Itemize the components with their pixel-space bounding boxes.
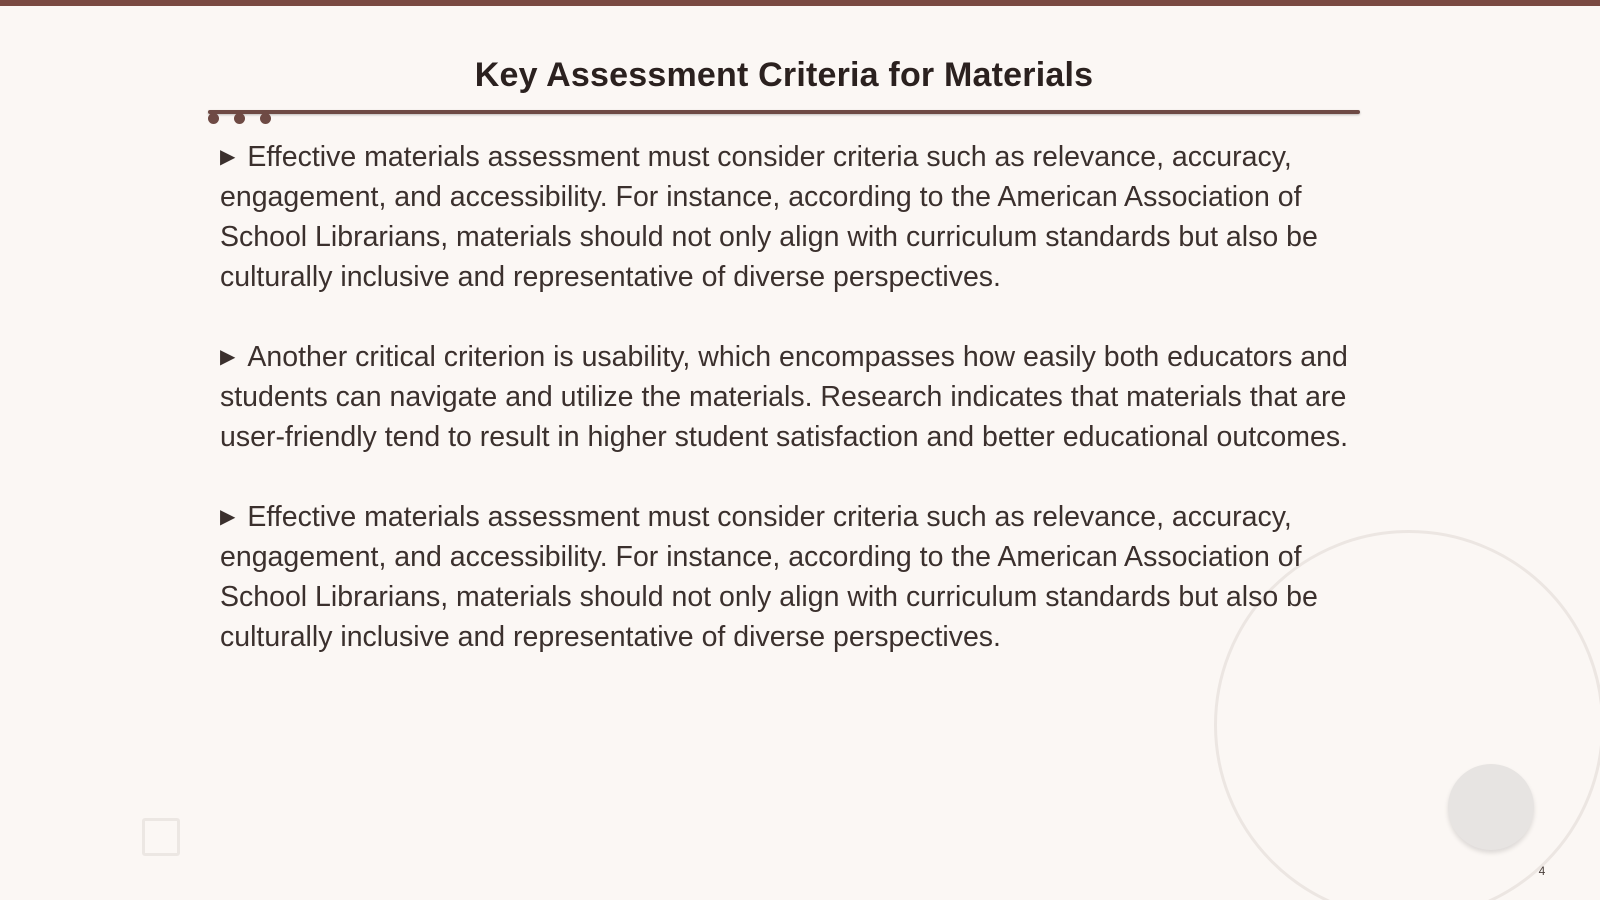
triangle-bullet-icon: ▶	[220, 346, 236, 368]
bullet-paragraph	[220, 137, 1360, 297]
decorative-dot	[208, 113, 219, 124]
bullet-text: Effective materials assessment must consider criteria such as relevance, accuracy, engagement, and accessibility. For instance, according to the American Association of School Librarians, materials should not only align with curriculum standards but also be culturally inclusive and representative of diverse perspectives.	[220, 501, 1318, 653]
title-underline	[208, 110, 1360, 114]
page-number: 4	[1538, 864, 1546, 878]
top-accent-bar	[0, 0, 1600, 6]
decorative-dot	[234, 113, 245, 124]
decorative-square	[142, 818, 180, 856]
bullet-list	[220, 137, 1360, 697]
triangle-bullet-icon: ▶	[220, 506, 236, 528]
bullet-paragraph	[220, 497, 1360, 657]
triangle-bullet-icon: ▶	[220, 146, 236, 168]
bullet-text: Effective materials assessment must consider criteria such as relevance, accuracy, engagement, and accessibility. For instance, according to the American Association of School Librarians, materials should not only align with curriculum standards but also be culturally inclusive and representative of diverse perspectives.	[220, 141, 1318, 293]
bullet-text: Another critical criterion is usability, which encompasses how easily both educators and students can navigate and utilize the materials. Research indicates that materials that are user-friendly tend to result in higher student satisfaction and better educational outcomes.	[220, 341, 1348, 453]
bullet-paragraph	[220, 337, 1360, 457]
decorative-dot	[260, 113, 271, 124]
decorative-orb	[1448, 764, 1534, 850]
slide-title: Key Assessment Criteria for Materials	[474, 56, 1094, 94]
